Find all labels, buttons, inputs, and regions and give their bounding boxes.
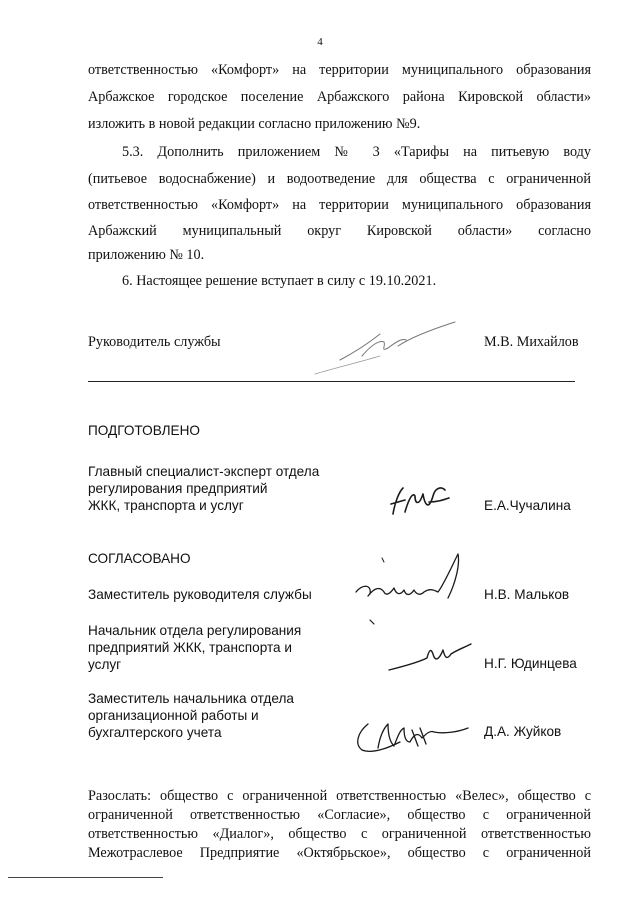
prepared-heading: ПОДГОТОВЛЕНО xyxy=(88,423,200,438)
distribution-line: Разослать: общество с ограниченной ответственностью «Велес», общество с xyxy=(88,788,591,804)
signer-3-name: Д.А. Жуйков xyxy=(484,724,562,739)
distribution-line: ответственностью «Диалог», общество с ограниченной ответственностью xyxy=(88,826,591,842)
signer-3-position-line: бухгалтерского учета xyxy=(88,725,222,740)
signer-1-position: Заместитель руководителя службы xyxy=(88,587,312,602)
item-5-3-line: ответственностью «Комфорт» на территории муниципального образования xyxy=(88,197,591,213)
prepared-name: Е.А.Чучалина xyxy=(484,498,571,513)
prepared-signature-image xyxy=(385,482,455,522)
item-5-3-line: приложению № 10. xyxy=(88,247,205,263)
agreed-heading: СОГЛАСОВАНО xyxy=(88,551,191,566)
distribution-line: Межотраслевое Предприятие «Октябрьское», общество с ограниченной xyxy=(88,845,591,861)
signer-2-position-line: предприятий ЖКК, транспорта и xyxy=(88,640,292,655)
paragraph-line: Арбажское городское поселение Арбажского района Кировской области» xyxy=(88,89,591,105)
signer-3-signature-image xyxy=(348,712,478,760)
head-name: М.В. Михайлов xyxy=(484,334,579,350)
paragraph-line: изложить в новой редакции согласно приложению №9. xyxy=(88,116,421,132)
signer-1-name: Н.В. Мальков xyxy=(484,587,570,602)
signer-2-signature-image xyxy=(385,640,475,676)
item-5-3-line: (питьевое водоснабжение) и водоотведение для общества с ограниченной xyxy=(88,171,591,187)
signer-3-position-line: Заместитель начальника отдела xyxy=(88,691,294,706)
head-title: Руководитель службы xyxy=(88,334,221,350)
footer-rule xyxy=(8,877,163,878)
signer-1-signature-image xyxy=(348,548,478,628)
item-5-3-line: 5.3. Дополнить приложением № 3 «Тарифы на питьевую воду xyxy=(122,144,591,160)
divider xyxy=(88,381,575,382)
paragraph-line: ответственностью «Комфорт» на территории муниципального образования xyxy=(88,62,591,78)
item-5-3-line: Арбажский муниципальный округ Кировской области» согласно xyxy=(88,223,591,239)
signer-3-position-line: организационной работы и xyxy=(88,708,259,723)
distribution-line: ограниченной ответственностью «Согласие», общество с ограниченной xyxy=(88,807,591,823)
signer-2-name: Н.Г. Юдинцева xyxy=(484,656,577,671)
item-6: 6. Настоящее решение вступает в силу с 19.10.2021. xyxy=(122,273,437,289)
prepared-position-line: регулирования предприятий xyxy=(88,481,268,496)
prepared-position-line: Главный специалист-эксперт отдела xyxy=(88,464,320,479)
page-number: 4 xyxy=(317,36,323,48)
signer-2-position-line: Начальник отдела регулирования xyxy=(88,623,302,638)
signer-2-position-line: услуг xyxy=(88,657,122,672)
prepared-position-line: ЖКК, транспорта и услуг xyxy=(88,498,244,513)
head-signature-image xyxy=(310,312,470,382)
